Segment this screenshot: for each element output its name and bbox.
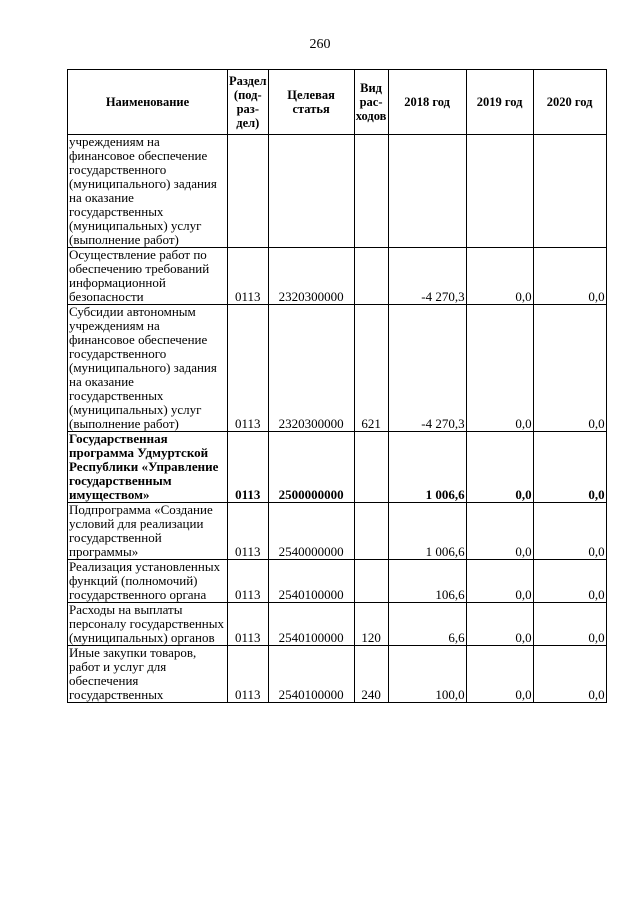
row-vid <box>354 560 388 603</box>
row-2020: 0,0 <box>533 503 606 560</box>
row-2020: 0,0 <box>533 432 606 503</box>
row-2018 <box>388 135 466 248</box>
row-2019 <box>466 135 533 248</box>
row-2019: 0,0 <box>466 560 533 603</box>
row-vid <box>354 432 388 503</box>
row-2020: 0,0 <box>533 305 606 432</box>
row-vid <box>354 248 388 305</box>
budget-table <box>67 69 607 703</box>
row-target <box>268 135 354 248</box>
table-row <box>68 646 607 703</box>
row-vid <box>354 503 388 560</box>
row-section: 0113 <box>228 603 269 646</box>
header-target: Целевая статья <box>268 70 354 135</box>
header-vid: Вид рас-ходов <box>354 70 388 135</box>
table-row <box>68 135 607 248</box>
row-name: учреждениям на финансовое обеспечение государственного (муниципального) задания на оказание государственных (муниципальных) услуг (выполнение работ) <box>68 135 228 248</box>
row-target: 2320300000 <box>268 248 354 305</box>
row-target: 2500000000 <box>268 432 354 503</box>
header-2019: 2019 год <box>466 70 533 135</box>
row-2020: 0,0 <box>533 248 606 305</box>
row-2018: -4 270,3 <box>388 248 466 305</box>
page-number: 260 <box>309 37 331 52</box>
table-row <box>68 432 607 503</box>
row-name: Осуществление работ по обеспечению требований информационной безопасности <box>68 248 228 305</box>
row-2018: 106,6 <box>388 560 466 603</box>
row-2020: 0,0 <box>533 560 606 603</box>
row-target: 2540100000 <box>268 646 354 703</box>
row-section: 0113 <box>228 646 269 703</box>
row-2018: 1 006,6 <box>388 432 466 503</box>
row-vid: 120 <box>354 603 388 646</box>
row-target: 2540100000 <box>268 560 354 603</box>
row-2018: -4 270,3 <box>388 305 466 432</box>
row-name: Субсидии автономным учреждениям на финансовое обеспечение государственного (муниципального) задания на оказание государственных (муниципальных) услуг (выполнение работ) <box>68 305 228 432</box>
header-2020: 2020 год <box>533 70 606 135</box>
row-2020: 0,0 <box>533 603 606 646</box>
table-row <box>68 503 607 560</box>
row-name: Расходы на выплаты персоналу государственных (муниципальных) органов <box>68 603 228 646</box>
table-row <box>68 248 607 305</box>
row-2019: 0,0 <box>466 305 533 432</box>
table-header-row <box>68 70 607 135</box>
row-section: 0113 <box>228 560 269 603</box>
row-section: 0113 <box>228 305 269 432</box>
table-row <box>68 305 607 432</box>
header-2018: 2018 год <box>388 70 466 135</box>
header-section: Раздел (под-раз-дел) <box>228 70 269 135</box>
row-2020: 0,0 <box>533 646 606 703</box>
table-row <box>68 603 607 646</box>
row-2019: 0,0 <box>466 646 533 703</box>
row-section <box>228 135 269 248</box>
row-section: 0113 <box>228 248 269 305</box>
row-section: 0113 <box>228 432 269 503</box>
row-vid <box>354 135 388 248</box>
row-2018: 100,0 <box>388 646 466 703</box>
row-name: Государственная программа Удмуртской Республики «Управление государственным имуществом» <box>68 432 228 503</box>
row-2018: 1 006,6 <box>388 503 466 560</box>
table-row <box>68 560 607 603</box>
row-2019: 0,0 <box>466 248 533 305</box>
row-2018: 6,6 <box>388 603 466 646</box>
row-section: 0113 <box>228 503 269 560</box>
row-2019: 0,0 <box>466 603 533 646</box>
row-target: 2320300000 <box>268 305 354 432</box>
row-2020 <box>533 135 606 248</box>
row-name: Реализация установленных функций (полномочий) государственного органа <box>68 560 228 603</box>
row-vid: 621 <box>354 305 388 432</box>
row-2019: 0,0 <box>466 432 533 503</box>
header-name: Наименование <box>68 70 228 135</box>
row-name: Иные закупки товаров, работ и услуг для обеспечения государственных <box>68 646 228 703</box>
row-target: 2540000000 <box>268 503 354 560</box>
row-target: 2540100000 <box>268 603 354 646</box>
row-name: Подпрограмма «Создание условий для реализации государственной программы» <box>68 503 228 560</box>
row-2019: 0,0 <box>466 503 533 560</box>
row-vid: 240 <box>354 646 388 703</box>
